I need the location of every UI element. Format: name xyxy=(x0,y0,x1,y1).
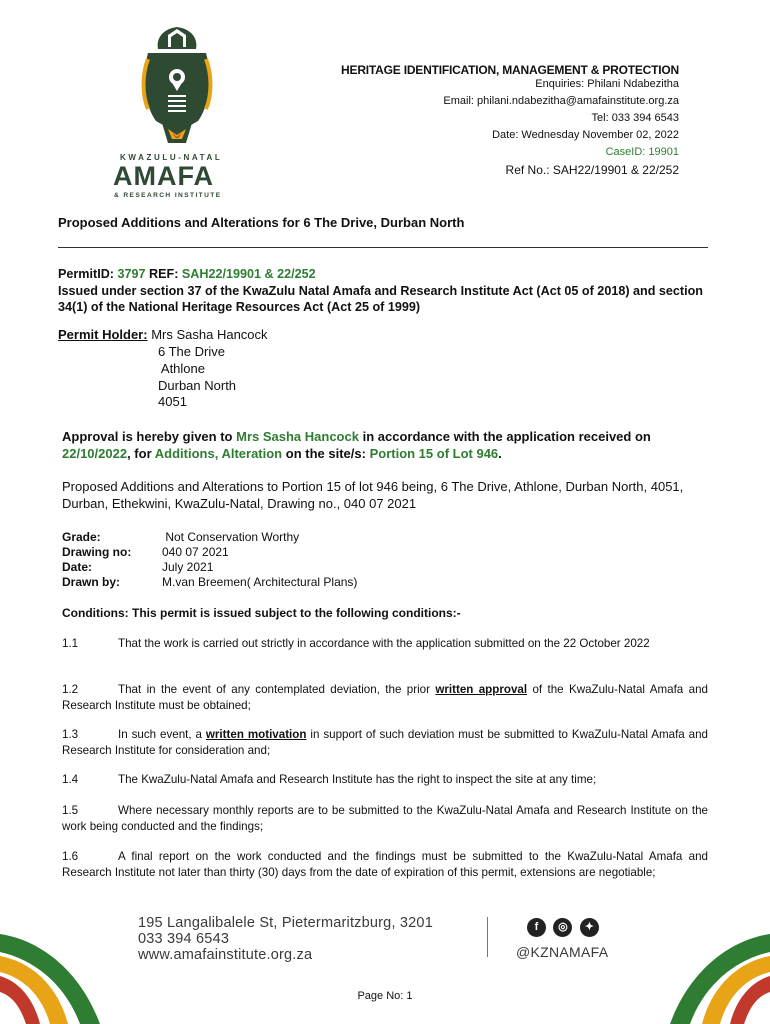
condition-item xyxy=(62,772,708,788)
approval-text: Approval is hereby given to xyxy=(62,429,233,444)
ref-label: REF: xyxy=(149,267,179,281)
footer-divider xyxy=(487,917,488,957)
permit-ref: SAH22/19901 & 22/252 xyxy=(181,267,316,281)
approval-text: . xyxy=(498,446,502,461)
detail-value: 040 07 2021 xyxy=(162,545,229,559)
instagram-icon[interactable]: ◎ xyxy=(553,918,572,937)
social-icons xyxy=(527,917,602,937)
permit-id-label: PermitID: xyxy=(58,267,114,281)
condition-number: 1.2 xyxy=(62,683,79,696)
social-handle[interactable]: @KZNAMAFA xyxy=(516,944,609,960)
department-title: HERITAGE IDENTIFICATION, MANAGEMENT & PROTECTION xyxy=(341,63,679,77)
footer-website[interactable]: www.amafainstitute.org.za xyxy=(138,947,313,963)
letter-date: Date: Wednesday November 02, 2022 xyxy=(492,129,679,141)
condition-item xyxy=(62,727,708,758)
permit-block xyxy=(58,266,718,316)
footer-contact xyxy=(138,915,433,963)
footer-address: 195 Langalibalele St, Pietermaritzburg, 3201 xyxy=(138,915,433,931)
condition-text: That the work is carried out strictly in accordance with the application submitted on the 22 October 2022 xyxy=(118,637,650,650)
twitter-icon[interactable]: ✦ xyxy=(580,918,599,937)
telephone: Tel: 033 394 6543 xyxy=(591,112,679,124)
approval-statement xyxy=(62,428,712,462)
permit-holder-name: Mrs Sasha Hancock xyxy=(151,327,268,342)
condition-text: in support of such deviation must be submitted to KwaZulu-Natal Amafa and Research Institute for consideration and; xyxy=(62,728,709,757)
detail-value: M.van Breemen( Architectural Plans) xyxy=(162,575,358,589)
application-date: 22/10/2022 xyxy=(62,446,128,461)
detail-label: Drawn by: xyxy=(62,575,121,589)
condition-item xyxy=(62,803,708,834)
title-divider xyxy=(58,247,708,248)
condition-text: of the KwaZulu-Natal Amafa and Research Institute must be obtained; xyxy=(62,683,708,712)
page-number: Page No: 1 xyxy=(357,990,413,1002)
permit-holder xyxy=(58,327,268,344)
detail-label: Drawing no: xyxy=(62,545,132,559)
address-line: Durban North xyxy=(158,377,237,393)
approval-holder-name: Mrs Sasha Hancock xyxy=(236,429,359,444)
permit-id: 3797 xyxy=(117,267,146,281)
condition-number: 1.5 xyxy=(62,804,79,817)
condition-text: In such event, a xyxy=(118,728,202,741)
reference-number: Ref No.: SAH22/19901 & 22/252 xyxy=(505,163,679,177)
issued-under-text: Issued under section 37 of the KwaZulu Natal Amafa and Research Institute Act (Act 05 of 2018) and section 34(1) of the National Heritage Resources Act (Act 25 of 1999) xyxy=(58,283,703,314)
facebook-icon[interactable]: f xyxy=(527,918,546,937)
document-title: Proposed Additions and Alterations for 6 The Drive, Durban North xyxy=(58,215,465,230)
footer-phone: 033 394 6543 xyxy=(138,931,230,947)
address-line: 4051 xyxy=(158,394,187,410)
condition-emphasis: written approval xyxy=(435,683,528,696)
enquiries: Enquiries: Philani Ndabezitha xyxy=(535,78,679,90)
approval-site: Portion 15 of Lot 946 xyxy=(369,446,499,461)
amafa-logo xyxy=(112,25,242,205)
detail-value: Not Conservation Worthy xyxy=(162,530,300,544)
approval-text: on the site/s: xyxy=(285,446,366,461)
condition-text: Where necessary monthly reports are to be submitted to the KwaZulu-Natal Amafa and Research Institute on the work being conducted and the findings; xyxy=(62,804,708,833)
email: Email: philani.ndabezitha@amafainstitute.org.za xyxy=(443,95,679,107)
condition-text: The KwaZulu-Natal Amafa and Research Institute has the right to inspect the site at any time; xyxy=(118,773,597,786)
approval-text: , for xyxy=(127,446,152,461)
condition-number: 1.3 xyxy=(62,728,79,741)
condition-item xyxy=(62,682,708,713)
approval-text: in accordance with the application received on xyxy=(362,429,651,444)
address-line: 6 The Drive xyxy=(158,344,225,359)
condition-text: That in the event of any contemplated deviation, the prior xyxy=(118,683,430,696)
address-line: Athlone xyxy=(158,360,205,376)
logo-subtitle: & RESEARCH INSTITUTE xyxy=(114,192,222,199)
condition-emphasis: written motivation xyxy=(205,728,307,741)
condition-item xyxy=(62,849,708,880)
project-description: Proposed Additions and Alterations to Portion 15 of lot 946 being, 6 The Drive, Athlone, Durban North, 4051, Durban, Ethekwini, KwaZulu-Natal, Drawing no., 040 07 2021 xyxy=(62,479,684,511)
detail-value: July 2021 xyxy=(162,560,214,574)
condition-text: A final report on the work conducted and the findings must be submitted to the KwaZulu-Natal Amafa and Research Institute not later than thirty (30) days from the date of expiration of this permit, extensions are negotiable; xyxy=(62,850,708,879)
condition-number: 1.4 xyxy=(62,773,79,786)
permit-holder-label: Permit Holder: xyxy=(58,327,148,342)
condition-number: 1.1 xyxy=(62,637,79,650)
approval-type: Additions, Alteration xyxy=(154,446,283,461)
logo-region: KWAZULU-NATAL xyxy=(120,153,223,162)
permit-holder-address xyxy=(158,344,236,411)
condition-item xyxy=(62,636,708,652)
detail-label: Date: xyxy=(62,560,93,574)
conditions-heading: Conditions: This permit is issued subject to the following conditions:- xyxy=(62,606,461,620)
detail-label: Grade: xyxy=(62,530,101,544)
condition-number: 1.6 xyxy=(62,850,79,863)
case-id: CaseID: 19901 xyxy=(605,146,679,158)
logo-name: AMAFA xyxy=(113,161,214,191)
